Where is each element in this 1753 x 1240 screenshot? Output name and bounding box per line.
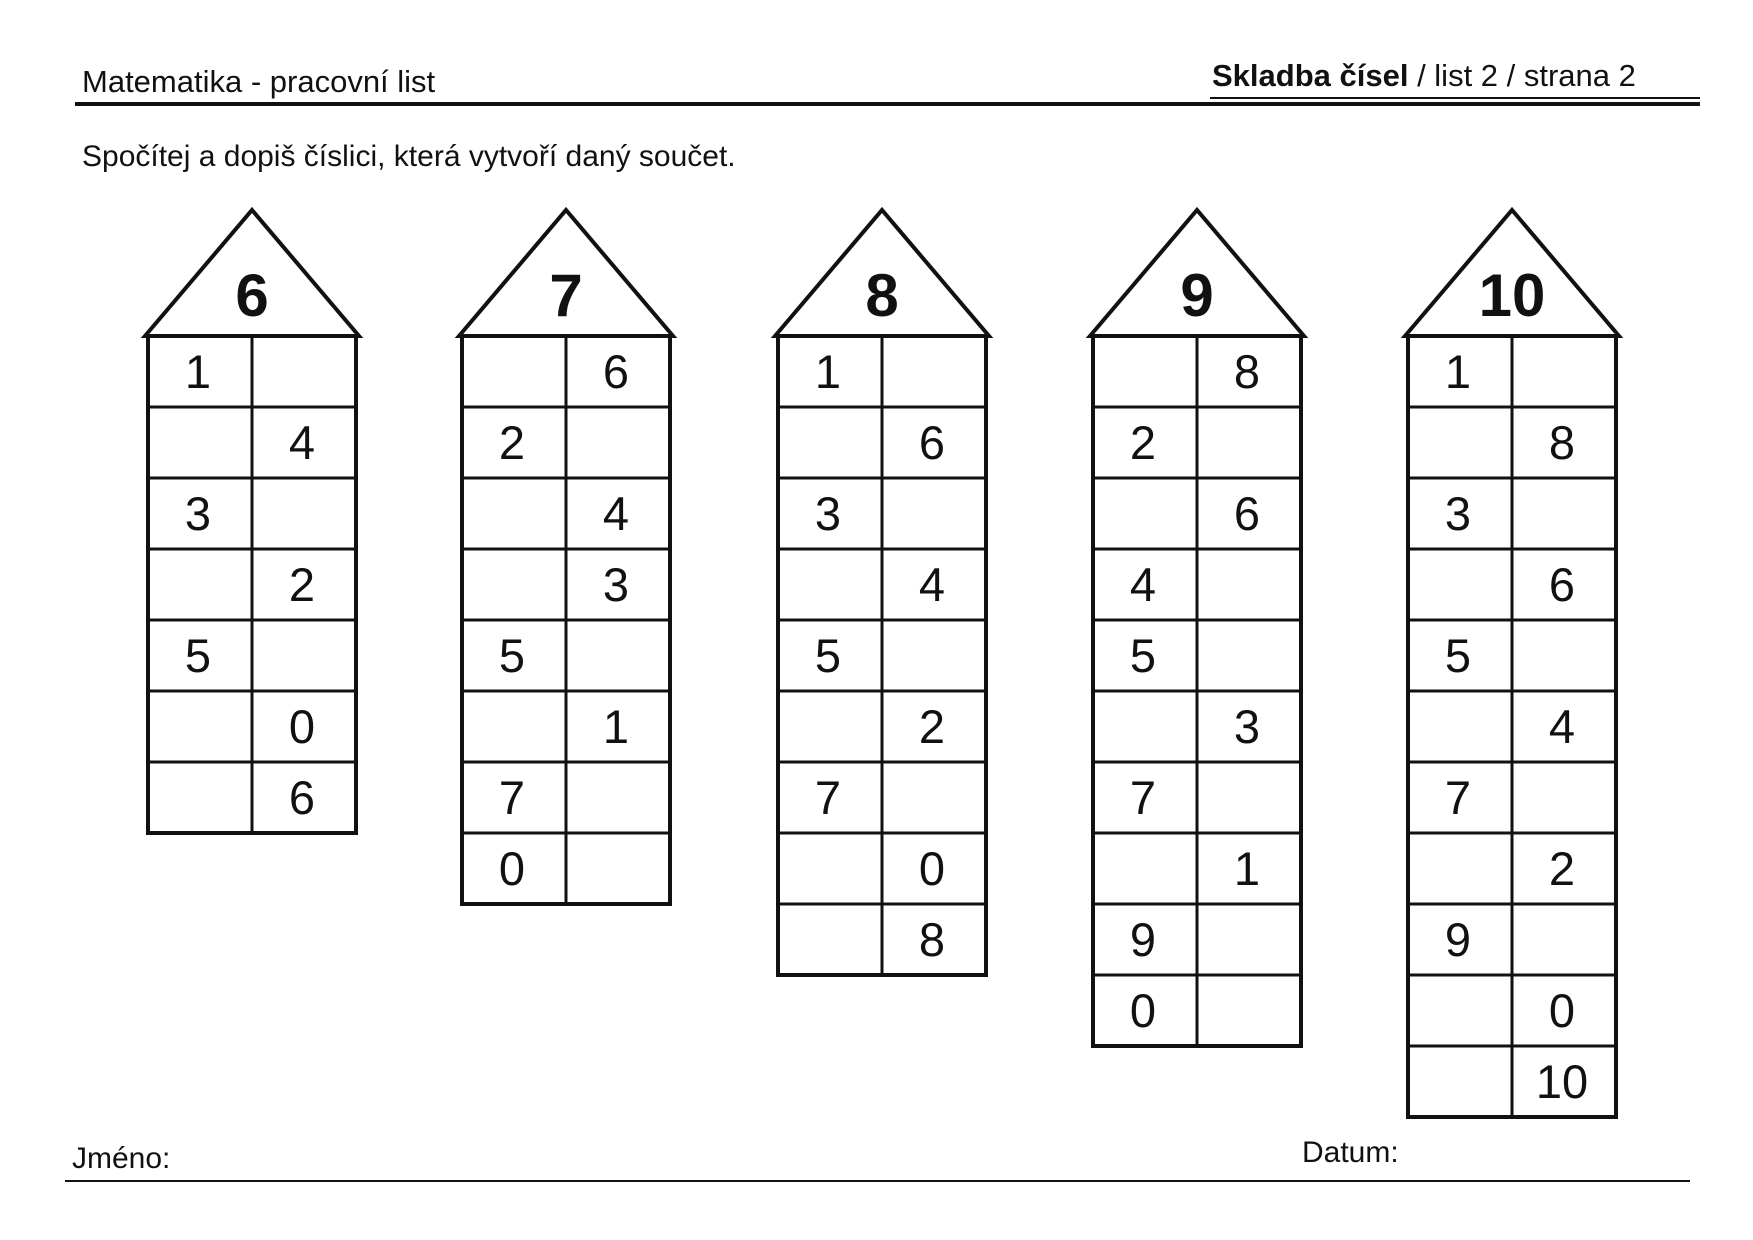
topic-title: Skladba čísel (1212, 58, 1409, 93)
answer-cell[interactable] (1200, 765, 1298, 830)
answer-cell[interactable] (1411, 978, 1509, 1043)
answer-cell[interactable] (255, 623, 353, 688)
answer-cell[interactable] (151, 410, 249, 475)
answer-cell[interactable] (1411, 1049, 1509, 1114)
worksheet-title: Matematika - pracovní list (82, 64, 436, 99)
answer-cell[interactable] (1200, 623, 1298, 688)
cell-number: 0 (918, 842, 946, 895)
cell-number: 1 (814, 345, 842, 398)
instruction-text: Spočítej a dopiš číslici, která vytvoří daný součet. (82, 140, 736, 173)
cell-number: 1 (1444, 345, 1472, 398)
answer-cell[interactable] (1515, 907, 1613, 972)
answer-cell[interactable] (1200, 410, 1298, 475)
cell-number: 4 (1129, 558, 1157, 611)
answer-cell[interactable] (465, 339, 563, 404)
cell-number: 7 (1444, 771, 1472, 824)
answer-cell[interactable] (1515, 765, 1613, 830)
cell-number: 5 (498, 629, 526, 682)
answer-cell[interactable] (465, 694, 563, 759)
house-sum: 6 (235, 262, 269, 329)
answer-cell[interactable] (1200, 978, 1298, 1043)
answer-cell[interactable] (1411, 552, 1509, 617)
cell-number: 1 (602, 700, 630, 753)
answer-cell[interactable] (1096, 694, 1194, 759)
cell-number: 6 (918, 416, 946, 469)
cell-number: 4 (918, 558, 946, 611)
answer-cell[interactable] (1411, 836, 1509, 901)
cell-number: 2 (918, 700, 946, 753)
answer-cell[interactable] (1096, 481, 1194, 546)
house-sum: 7 (549, 262, 583, 329)
answer-cell[interactable] (1200, 552, 1298, 617)
cell-number: 0 (1129, 984, 1157, 1037)
answer-cell[interactable] (885, 481, 983, 546)
cell-number: 3 (1233, 700, 1261, 753)
answer-cell[interactable] (781, 410, 879, 475)
answer-cell[interactable] (569, 765, 667, 830)
cell-number: 3 (602, 558, 630, 611)
cell-number: 3 (814, 487, 842, 540)
answer-cell[interactable] (885, 623, 983, 688)
answer-cell[interactable] (569, 410, 667, 475)
cell-number: 5 (814, 629, 842, 682)
cell-number: 2 (288, 558, 316, 611)
cell-number: 9 (1129, 913, 1157, 966)
answer-cell[interactable] (1096, 339, 1194, 404)
cell-number: 0 (288, 700, 316, 753)
cell-number: 6 (1233, 487, 1261, 540)
cell-number: 0 (1548, 984, 1576, 1037)
answer-cell[interactable] (1411, 694, 1509, 759)
number-house (145, 210, 359, 833)
answer-cell[interactable] (1411, 410, 1509, 475)
footer-rule (65, 1180, 1690, 1182)
name-label: Jméno: (72, 1142, 171, 1175)
answer-cell[interactable] (781, 836, 879, 901)
date-label: Datum: (1302, 1136, 1399, 1169)
cell-number: 8 (918, 913, 946, 966)
cell-number: 1 (184, 345, 212, 398)
answer-cell[interactable] (255, 481, 353, 546)
answer-cell[interactable] (1096, 836, 1194, 901)
cell-number: 4 (288, 416, 316, 469)
number-house (775, 210, 989, 975)
answer-cell[interactable] (781, 552, 879, 617)
cell-number: 0 (498, 842, 526, 895)
cell-number: 3 (184, 487, 212, 540)
cell-number: 8 (1548, 416, 1576, 469)
cell-number: 4 (602, 487, 630, 540)
house-sum: 9 (1180, 262, 1214, 329)
answer-cell[interactable] (781, 907, 879, 972)
cell-number: 3 (1444, 487, 1472, 540)
cell-number: 2 (498, 416, 526, 469)
cell-number: 5 (1444, 629, 1472, 682)
cell-number: 9 (1444, 913, 1472, 966)
cell-number: 7 (1129, 771, 1157, 824)
cell-number: 8 (1233, 345, 1261, 398)
number-house (1090, 210, 1304, 1046)
cell-number: 6 (288, 771, 316, 824)
number-house (1405, 210, 1619, 1117)
house-sum: 10 (1478, 262, 1546, 329)
house-sum: 8 (865, 262, 899, 329)
answer-cell[interactable] (885, 339, 983, 404)
cell-number: 2 (1129, 416, 1157, 469)
cell-number: 6 (602, 345, 630, 398)
answer-cell[interactable] (1515, 623, 1613, 688)
answer-cell[interactable] (1515, 339, 1613, 404)
cell-number: 4 (1548, 700, 1576, 753)
cell-number: 10 (1535, 1055, 1589, 1108)
answer-cell[interactable] (465, 552, 563, 617)
cell-number: 1 (1233, 842, 1261, 895)
answer-cell[interactable] (1200, 907, 1298, 972)
answer-cell[interactable] (151, 552, 249, 617)
answer-cell[interactable] (781, 694, 879, 759)
answer-cell[interactable] (151, 765, 249, 830)
cell-number: 7 (814, 771, 842, 824)
answer-cell[interactable] (569, 836, 667, 901)
answer-cell[interactable] (255, 339, 353, 404)
cell-number: 5 (1129, 629, 1157, 682)
number-house (459, 210, 673, 904)
answer-cell[interactable] (465, 481, 563, 546)
cell-number: 5 (184, 629, 212, 682)
answer-cell[interactable] (885, 765, 983, 830)
cell-number: 6 (1548, 558, 1576, 611)
cell-number: 2 (1548, 842, 1576, 895)
cell-number: 7 (498, 771, 526, 824)
answer-cell[interactable] (1515, 481, 1613, 546)
answer-cell[interactable] (151, 694, 249, 759)
sheet-page-info: / list 2 / strana 2 (1408, 58, 1636, 93)
answer-cell[interactable] (569, 623, 667, 688)
